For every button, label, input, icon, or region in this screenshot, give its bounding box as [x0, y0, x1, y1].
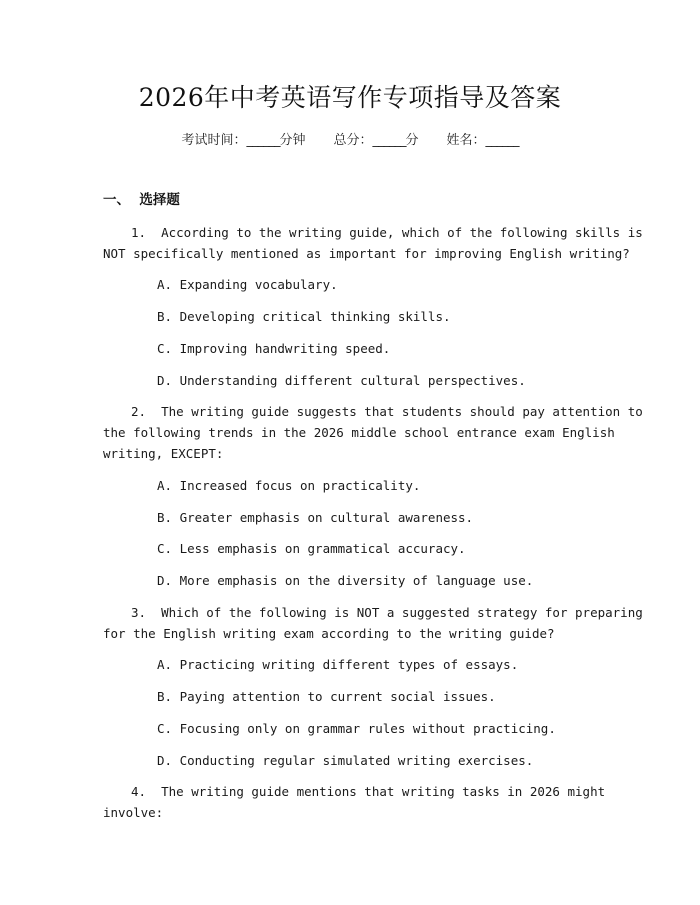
option-1a: A. Expanding vocabulary. — [157, 277, 338, 292]
page-title: 2026年中考英语写作专项指导及答案 — [138, 83, 562, 112]
question-text-line: 2. The writing guide suggests that students should pay attention to — [131, 404, 643, 419]
time-unit: 分钟 — [279, 133, 306, 148]
question-text-line: 4. The writing guide mentions that writing tasks in 2026 might — [131, 784, 606, 799]
name-label: 姓名： — [446, 133, 486, 148]
score-blank: ______ — [372, 133, 406, 148]
time-label: 考试时间： — [181, 133, 247, 148]
option-2b: B. Greater emphasis on cultural awareness. — [157, 510, 474, 525]
question-text-line: writing, EXCEPT: — [103, 446, 224, 461]
option-2a: A. Increased focus on practicality. — [157, 478, 421, 493]
option-1d: D. Understanding different cultural perspectives. — [157, 373, 526, 388]
option-3d: D. Conducting regular simulated writing exercises. — [157, 753, 534, 768]
option-2d: D. More emphasis on the diversity of language use. — [157, 573, 534, 588]
option-3a: A. Practicing writing different types of essays. — [157, 657, 519, 672]
section-heading: 一、 选择题 — [103, 192, 180, 208]
question-text-line: 3. Which of the following is NOT a suggested strategy for preparing — [131, 605, 643, 620]
name-blank: ______ — [485, 133, 519, 148]
question-text-line: NOT specifically mentioned as important for improving English writing? — [103, 246, 630, 261]
option-3b: B. Paying attention to current social issues. — [157, 689, 496, 704]
score-label: 总分： — [333, 133, 373, 148]
question-1 — [103, 222, 643, 264]
option-1b: B. Developing critical thinking skills. — [157, 309, 451, 324]
question-text-line: involve: — [103, 805, 164, 820]
question-text-line: 1. According to the writing guide, which of the following skills is — [131, 225, 643, 240]
question-text-line: the following trends in the 2026 middle school entrance exam English — [103, 425, 615, 440]
option-1c: C. Improving handwriting speed. — [157, 341, 391, 356]
question-4 — [103, 781, 606, 823]
time-blank: ______ — [246, 133, 280, 148]
question-2 — [103, 401, 643, 464]
score-unit: 分 — [405, 133, 419, 148]
option-3c: C. Focusing only on grammar rules without practicing. — [157, 721, 556, 736]
question-3 — [103, 602, 643, 644]
exam-info-line — [0, 131, 700, 151]
question-text-line: for the English writing exam according to the writing guide? — [103, 626, 555, 641]
option-2c: C. Less emphasis on grammatical accuracy. — [157, 541, 466, 556]
